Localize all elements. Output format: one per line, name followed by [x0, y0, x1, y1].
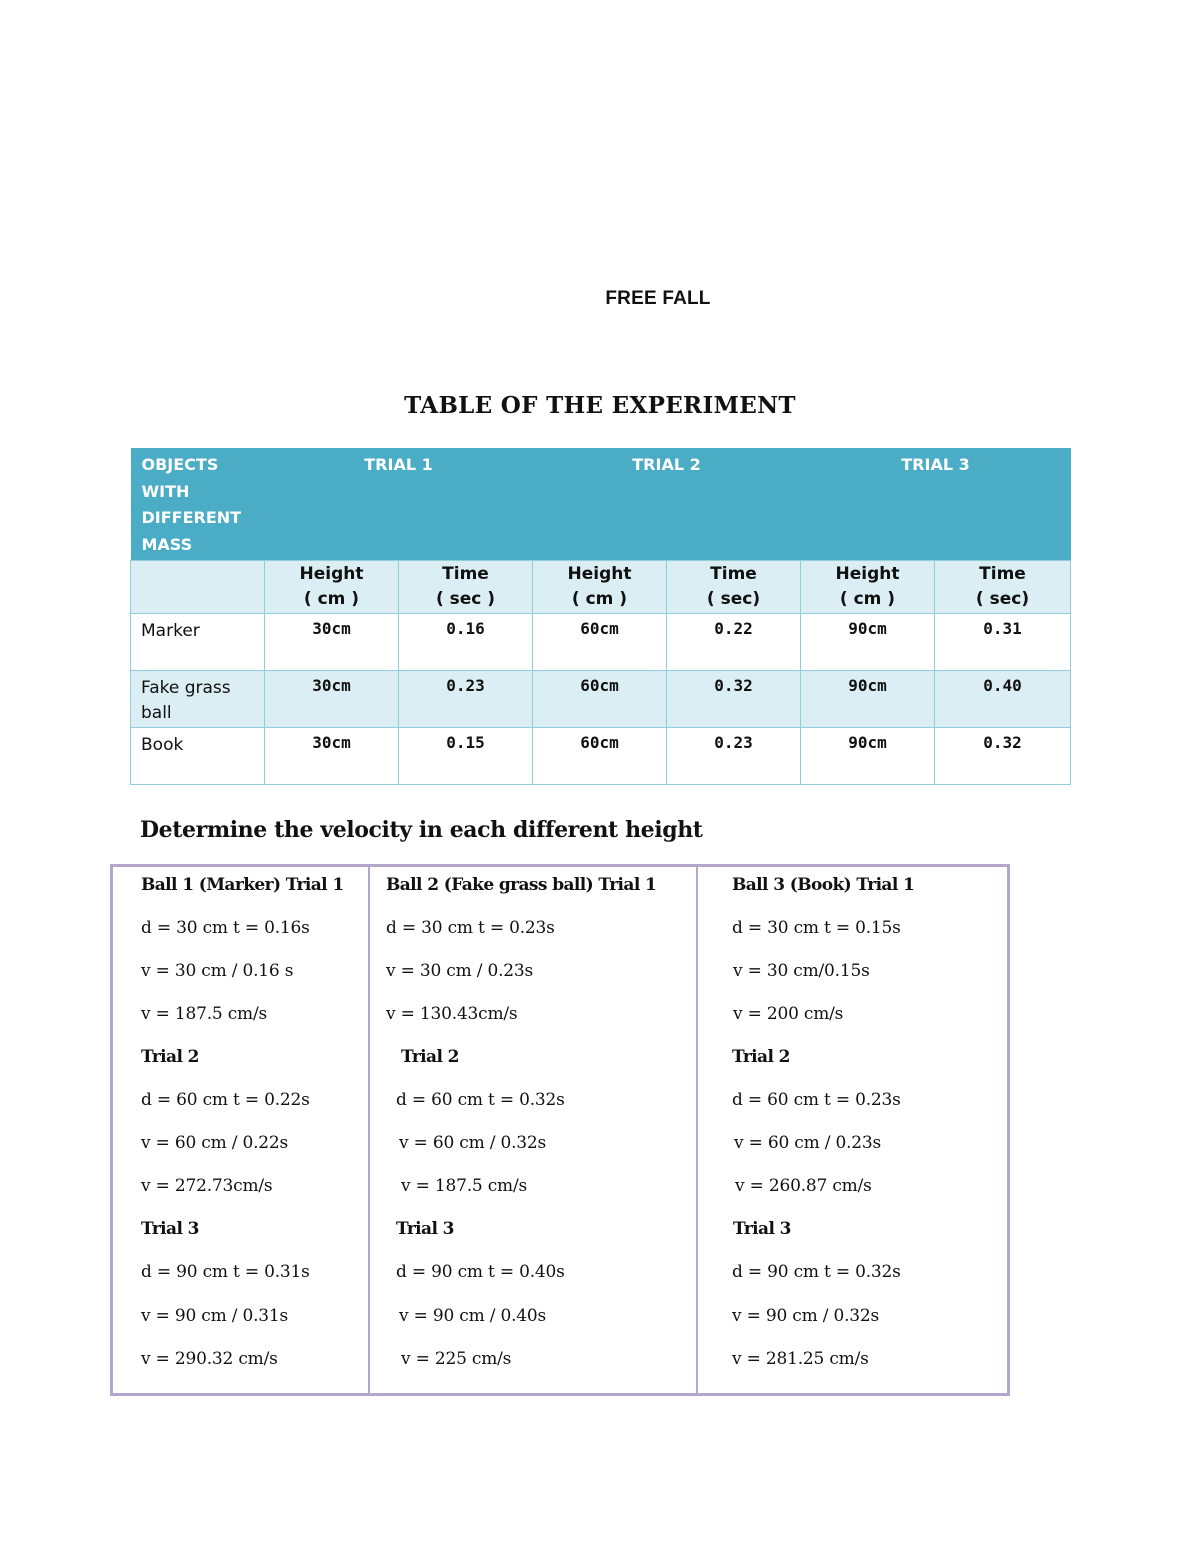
calc-line: v = 60 cm / 0.23s [734, 1133, 882, 1153]
table-cell: 0.32 [935, 728, 1071, 785]
calc-column-ball-2 [368, 867, 698, 1393]
calc-line: v = 90 cm / 0.40s [399, 1306, 547, 1326]
calc-line: v = 200 cm/s [733, 1004, 844, 1024]
calc-line: v = 187.5 cm/s [141, 1004, 268, 1024]
object-name: Fake grass ball [131, 671, 265, 728]
table-cell: 90cm [801, 614, 935, 671]
header-trial-2: TRIAL 2 [533, 448, 801, 561]
table-cell: 90cm [801, 671, 935, 728]
document-title: FREE FALL [605, 288, 711, 309]
calc-trial-label: Trial 2 [732, 1047, 790, 1067]
calc-line: v = 30 cm / 0.16 s [141, 961, 294, 981]
calc-line: v = 272.73cm/s [141, 1176, 273, 1196]
subheader-empty [131, 561, 265, 614]
calc-line: v = 260.87 cm/s [735, 1176, 872, 1196]
table-row [131, 614, 1071, 671]
subheader-unit: ( cm ) [839, 589, 896, 609]
table-cell: 0.15 [399, 728, 533, 785]
subheader-unit: ( cm ) [571, 589, 628, 609]
calc-line: v = 225 cm/s [401, 1349, 512, 1369]
calc-line: v = 30 cm / 0.23s [386, 961, 534, 981]
table-cell: 30cm [265, 671, 399, 728]
calc-line: d = 60 cm t = 0.32s [396, 1090, 565, 1110]
subheader-label: Time [442, 564, 489, 584]
header-trial-3: TRIAL 3 [801, 448, 1071, 561]
calc-line: d = 30 cm t = 0.23s [386, 918, 555, 938]
table-header-row [131, 448, 1071, 561]
table-cell: 90cm [801, 728, 935, 785]
calc-line: d = 30 cm t = 0.15s [732, 918, 901, 938]
table-cell: 0.23 [399, 671, 533, 728]
table-cell: 0.22 [667, 614, 801, 671]
calc-line: d = 90 cm t = 0.32s [732, 1262, 901, 1282]
calc-trial-label: Trial 2 [401, 1047, 459, 1067]
table-cell: 0.16 [399, 614, 533, 671]
subheader-height [533, 561, 667, 614]
calc-heading: Ball 2 (Fake grass ball) Trial 1 [386, 875, 657, 895]
calculation-box [110, 864, 1010, 1396]
subheader-label: Time [979, 564, 1026, 584]
calc-line: v = 290.32 cm/s [141, 1349, 278, 1369]
calc-line: d = 60 cm t = 0.23s [732, 1090, 901, 1110]
table-row [131, 671, 1071, 728]
calc-heading: Ball 3 (Book) Trial 1 [732, 875, 915, 895]
subheader-label: Height [835, 564, 900, 584]
subheader-unit: ( sec ) [435, 589, 496, 609]
table-cell: 0.31 [935, 614, 1071, 671]
subheader-label: Height [567, 564, 632, 584]
subheader-time [667, 561, 801, 614]
table-subheader-row [131, 561, 1071, 614]
header-objects: OBJECTS WITH DIFFERENT MASS [131, 448, 265, 561]
table-cell: 60cm [533, 671, 667, 728]
calc-line: v = 187.5 cm/s [401, 1176, 528, 1196]
table-cell: 30cm [265, 728, 399, 785]
calc-line: v = 60 cm / 0.22s [141, 1133, 289, 1153]
calc-line: v = 90 cm / 0.32s [732, 1306, 880, 1326]
subheader-height [265, 561, 399, 614]
calc-column-ball-1 [113, 867, 370, 1393]
subheader-unit: ( sec) [706, 589, 761, 609]
calc-trial-label: Trial 2 [141, 1047, 199, 1067]
table-heading: TABLE OF THE EXPERIMENT [404, 392, 796, 419]
calc-trial-label: Trial 3 [141, 1219, 199, 1239]
table-cell: 60cm [533, 614, 667, 671]
subheader-label: Height [299, 564, 364, 584]
object-name: Book [131, 728, 265, 785]
calc-line: v = 281.25 cm/s [732, 1349, 869, 1369]
velocity-heading: Determine the velocity in each different height [140, 817, 703, 843]
header-trial-1: TRIAL 1 [265, 448, 533, 561]
subheader-unit: ( cm ) [303, 589, 360, 609]
calc-heading: Ball 1 (Marker) Trial 1 [141, 875, 344, 895]
table-cell: 30cm [265, 614, 399, 671]
subheader-time [399, 561, 533, 614]
table-cell: 0.40 [935, 671, 1071, 728]
calc-line: v = 60 cm / 0.32s [399, 1133, 547, 1153]
calc-line: d = 90 cm t = 0.31s [141, 1262, 310, 1282]
subheader-label: Time [710, 564, 757, 584]
calc-line: d = 90 cm t = 0.40s [396, 1262, 565, 1282]
calc-line: v = 90 cm / 0.31s [141, 1306, 289, 1326]
calc-column-ball-3 [696, 867, 1007, 1393]
calc-line: d = 30 cm t = 0.16s [141, 918, 310, 938]
table-cell: 0.32 [667, 671, 801, 728]
experiment-table [130, 448, 1071, 785]
calc-line: v = 30 cm/0.15s [733, 961, 870, 981]
table-cell: 0.23 [667, 728, 801, 785]
calc-trial-label: Trial 3 [733, 1219, 791, 1239]
calc-line: d = 60 cm t = 0.22s [141, 1090, 310, 1110]
table-cell: 60cm [533, 728, 667, 785]
subheader-unit: ( sec) [975, 589, 1030, 609]
subheader-height [801, 561, 935, 614]
calc-trial-label: Trial 3 [396, 1219, 454, 1239]
calc-line: v = 130.43cm/s [386, 1004, 518, 1024]
table-row [131, 728, 1071, 785]
subheader-time [935, 561, 1071, 614]
object-name: Marker [131, 614, 265, 671]
